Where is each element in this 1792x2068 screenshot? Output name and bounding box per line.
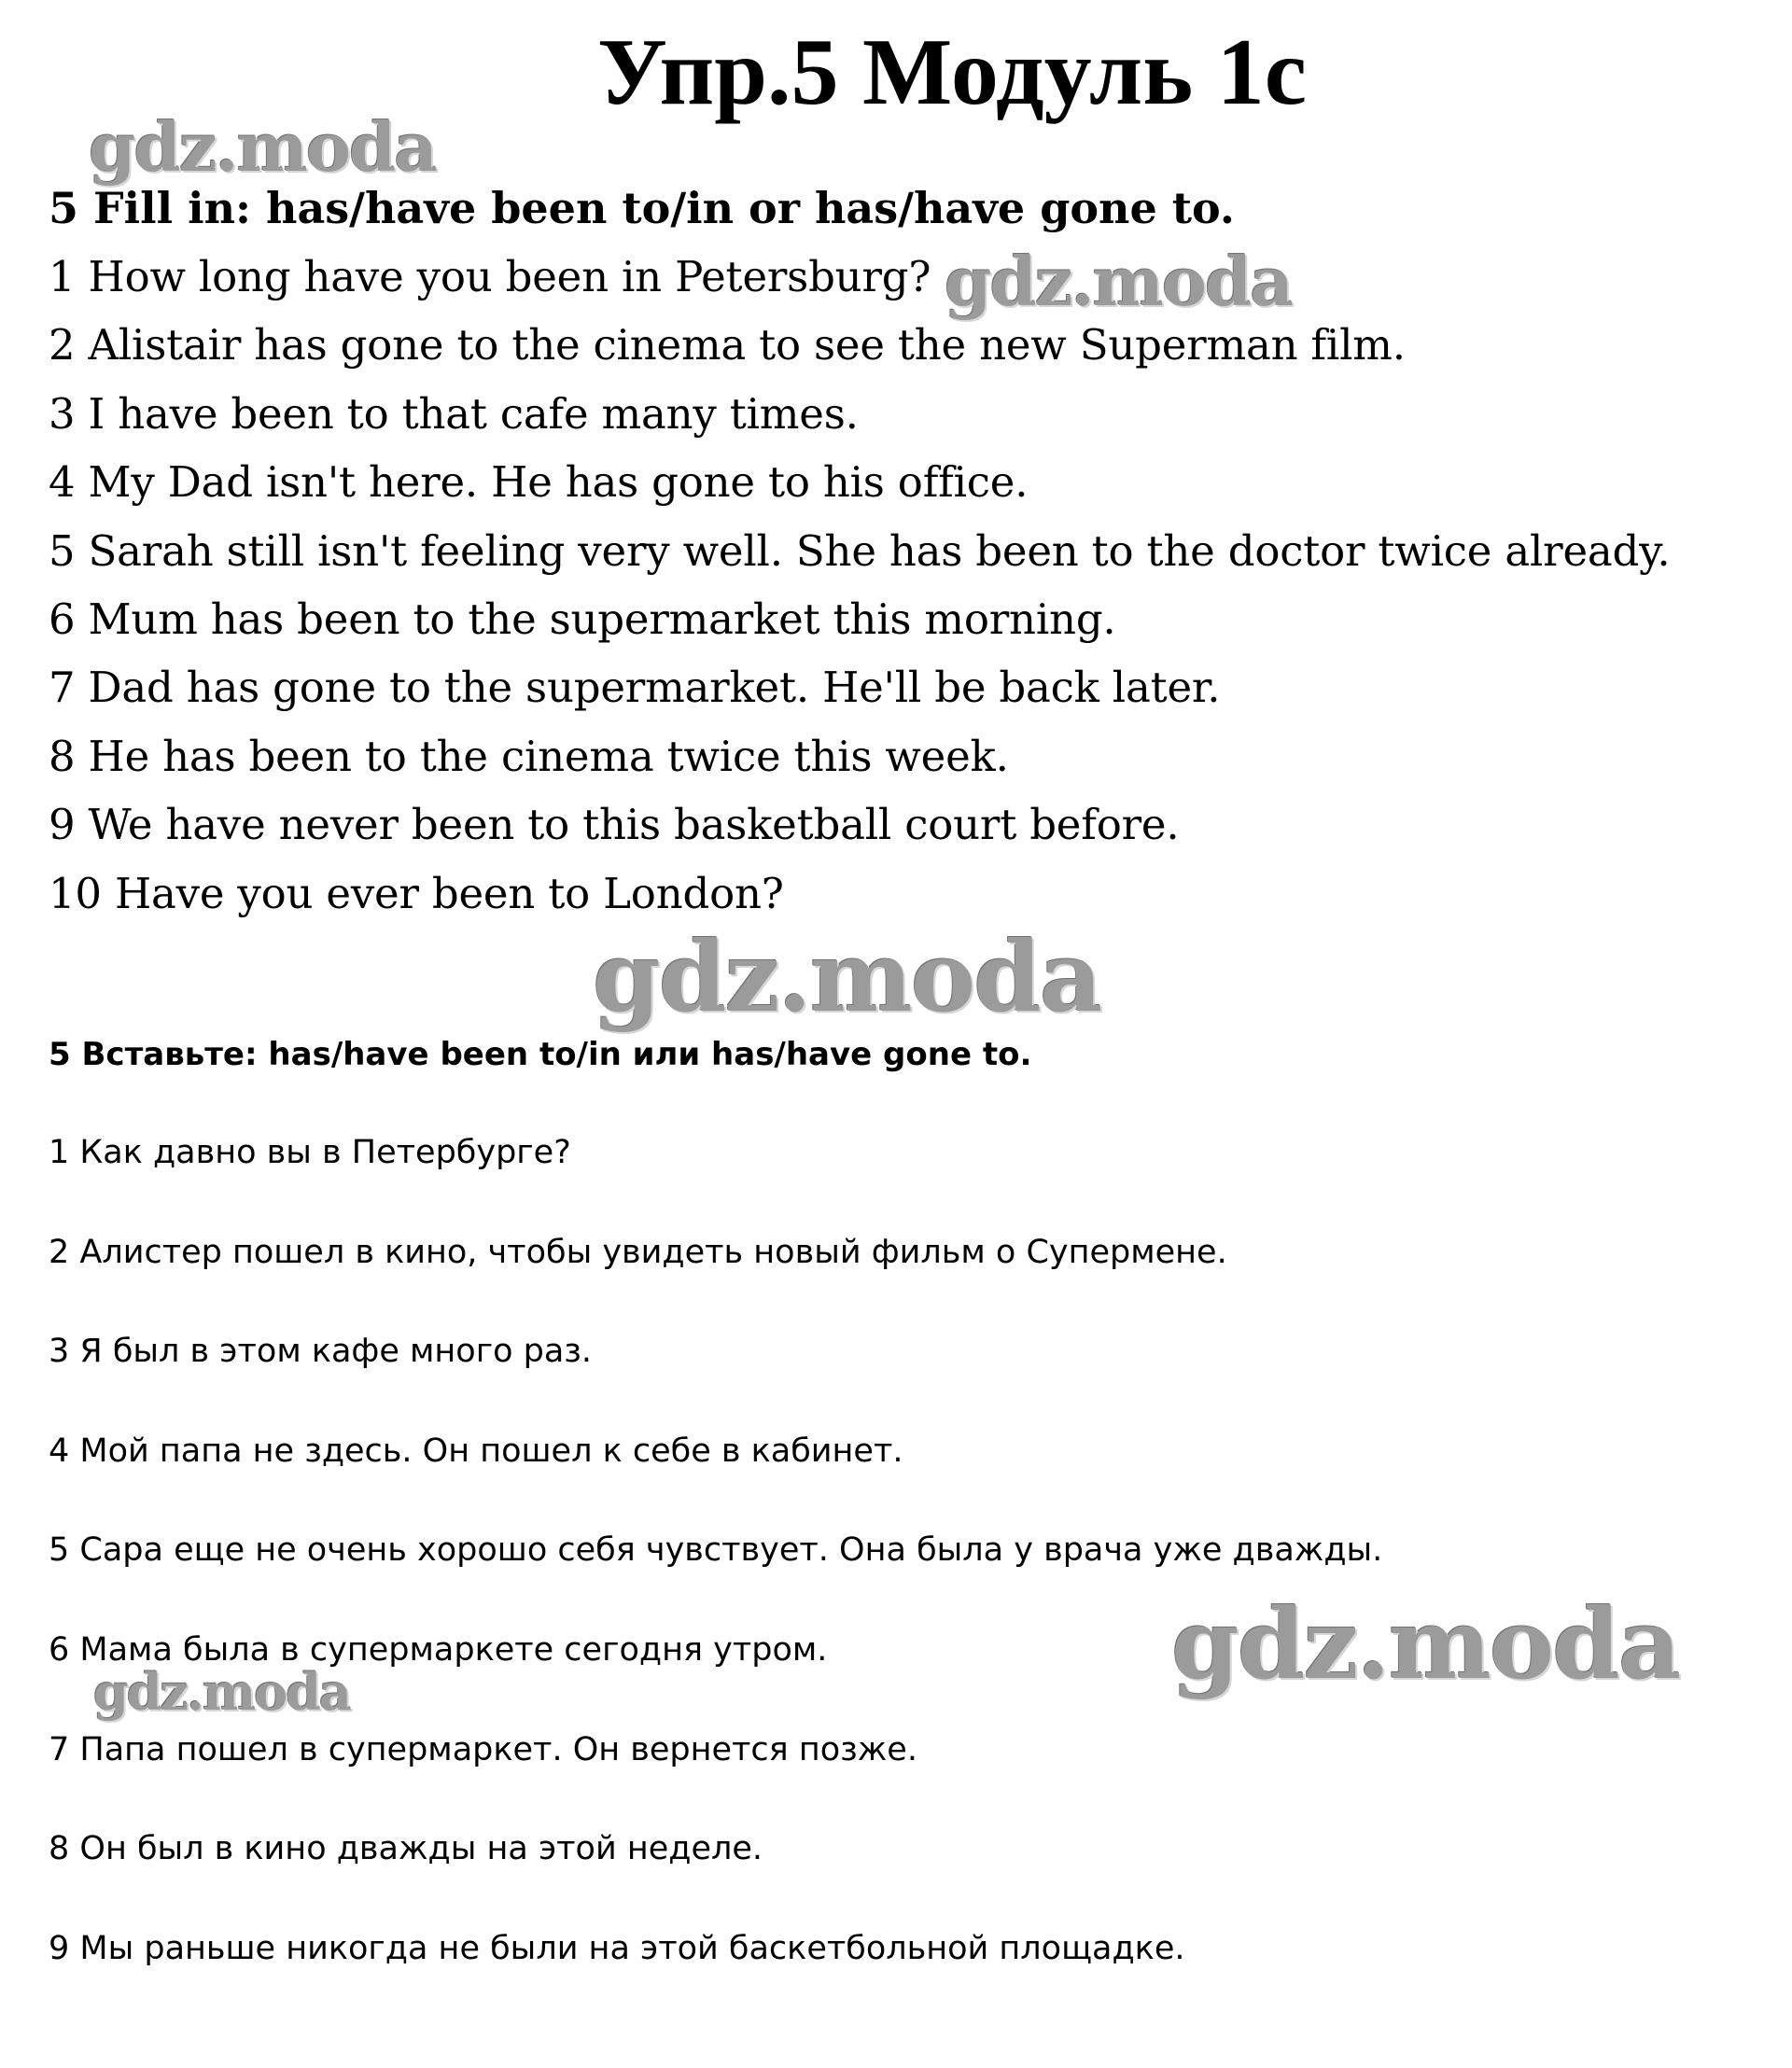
english-answer-item: 1 How long have you been in Petersburg?	[49, 252, 931, 301]
page-title: Упр.5 Модуль 1с	[597, 20, 1307, 125]
english-answer-item: 9 We have never been to this basketball court before.	[49, 800, 1180, 850]
russian-translation-item: 2 Алистер пошел в кино, чтобы увидеть новый фильм о Супермене.	[49, 1233, 1227, 1271]
english-answer-item: 5 Sarah still isn't feeling very well. She has been to the doctor twice already.	[49, 525, 1671, 576]
watermark-logo: gdz.moda	[89, 107, 436, 187]
russian-translation-list	[49, 1129, 1382, 2024]
russian-translation-item: 8 Он был в кино дважды на этой неделе.	[49, 1830, 763, 1868]
english-answer-item: 7 Dad has gone to the supermarket. He'll be back later.	[49, 663, 1221, 713]
watermark-logo: gdz.moda	[1171, 1586, 1680, 1701]
english-answer-item: 3 I have been to that cafe many times.	[49, 388, 859, 439]
russian-translation-item: 7 Папа пошел в супермаркет. Он вернется позже.	[49, 1730, 917, 1768]
russian-translation-item: 6 Мама была в супермаркете сегодня утром.	[49, 1630, 828, 1669]
exercise-heading-english: 5 Fill in: has/have been to/in or has/have gone to.	[49, 183, 1235, 233]
english-answer-item: 2 Alistair has gone to the cinema to see the new Superman film.	[49, 320, 1406, 370]
exercise-heading-russian: 5 Вставьте: has/have been to/in или has/have gone to.	[49, 1036, 1032, 1073]
russian-translation-item: 1 Как давно вы в Петербурге?	[49, 1134, 571, 1171]
russian-translation-item: 9 Мы раньше никогда не были на этой баскетбольной площадке.	[49, 1929, 1185, 1967]
english-answer-list	[49, 243, 1670, 928]
watermark-logo: gdz.moda	[593, 919, 1101, 1034]
english-answer-item: 6 Mum has been to the supermarket this morning.	[49, 594, 1116, 644]
english-answer-item: 10 Have you ever been to London?	[49, 868, 784, 918]
russian-translation-item: 5 Сара еще не очень хорошо себя чувствует. Она была у врача уже дважды.	[49, 1531, 1383, 1570]
watermark-logo: gdz.moda	[945, 242, 1292, 321]
russian-translation-item: 4 Мой папа не здесь. Он пошел к себе в кабинет.	[49, 1432, 903, 1470]
english-answer-item: 4 My Dad isn't here. He has gone to his office.	[49, 457, 1029, 508]
russian-translation-item: 3 Я был в этом кафе много раз.	[49, 1333, 593, 1371]
english-answer-item: 8 He has been to the cinema twice this week.	[49, 731, 1009, 781]
watermark-logo: gdz.moda	[93, 1662, 350, 1722]
